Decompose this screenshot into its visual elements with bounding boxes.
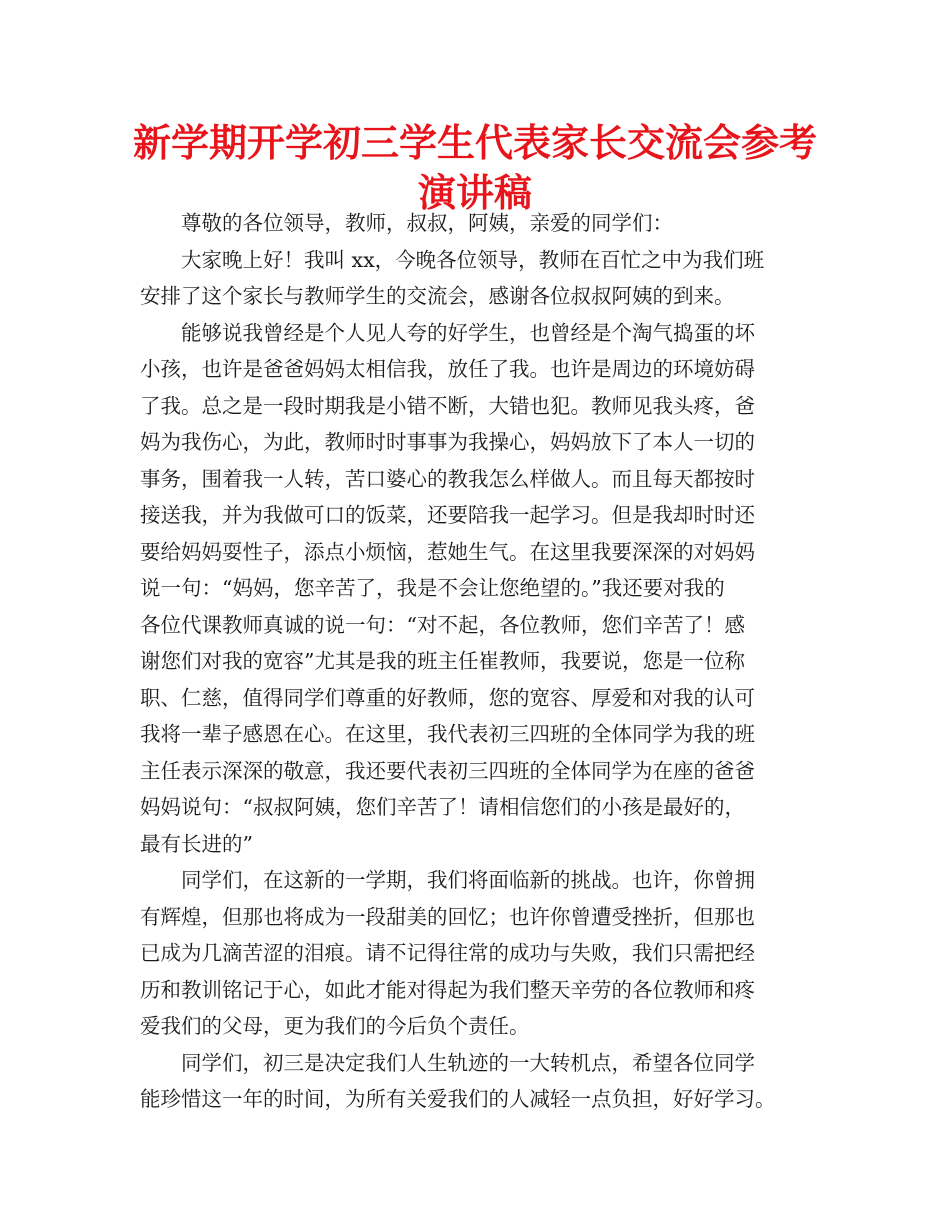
text-line: 同学们，在这新的一学期，我们将面临新的挑战。也许，你曾拥 [181, 868, 755, 892]
text-line: 最有长进的” [140, 831, 253, 856]
text-line: 能珍惜这一年的时间，为所有关爱我们的人减轻一点负担，好好学习。 [140, 1087, 776, 1111]
paragraph [140, 315, 820, 863]
text-line: 妈为我伤心，为此，教师时时事事为我操心，妈妈放下了本人一切的 [140, 430, 755, 454]
text-line: 妈妈说句：“叔叔阿姨，您们辛苦了！请相信您们的小孩是最好的， [140, 795, 745, 819]
text-line: 小孩，也许是爸爸妈妈太相信我，放任了我。也许是周边的环境妨碍 [140, 357, 755, 381]
text-line: 安排了这个家长与教师学生的交流会，感谢各位叔叔阿姨的到来。 [140, 284, 735, 308]
text-line: 各位代课教师真诚的说一句：“对不起，各位教师，您们辛苦了！感 [140, 612, 745, 637]
text-line: 接送我，并为我做可口的饭菜，还要陪我一起学习。但是我却时时还 [140, 503, 755, 527]
text-line: 了我。总之是一段时期我是小错不断，大错也犯。教师见我头疼，爸 [140, 393, 755, 418]
title-line: 演讲稿 [417, 171, 532, 215]
text-line: 说一句：“妈妈，您辛苦了，我是不会让您绝望的。”我还要对我的 [140, 576, 725, 600]
document-title [0, 118, 950, 218]
text-line: 同学们，初三是决定我们人生轨迹的一大转机点，希望各位同学 [181, 1050, 755, 1075]
text-line: 尊敬的各位领导，教师，叔叔，阿姨，亲爱的同学们： [181, 211, 673, 235]
paragraph [140, 205, 820, 242]
text-line: 有辉煌，但那也将成为一段甜美的回忆；也许你曾遭受挫折，但那也 [140, 904, 755, 929]
paragraph [140, 862, 820, 1045]
text-line: 主任表示深深的敬意，我还要代表初三四班的全体同学为在座的爸爸 [140, 758, 755, 783]
text-line: 历和教训铭记于心，如此才能对得起为我们整天辛劳的各位教师和疼 [140, 977, 755, 1002]
text-line: 职、仁慈，值得同学们尊重的好教师，您的宽容、厚爱和对我的认可 [140, 685, 755, 710]
text-line: 事务，围着我一人转，苦口婆心的教我怎么样做人。而且每天都按时 [140, 466, 755, 491]
paragraph [140, 1045, 820, 1118]
document-body [140, 205, 820, 1118]
paragraph [140, 242, 820, 315]
title-line: 新学期开学初三学生代表家长交流会参考 [132, 121, 817, 165]
text-line: 能够说我曾经是个人见人夸的好学生，也曾经是个淘气捣蛋的坏 [181, 320, 755, 345]
text-line: 爱我们的父母，更为我们的今后负个责任。 [140, 1014, 530, 1038]
text-line: 大家晚上好！我叫 xx，今晚各位领导，教师在百忙之中为我们班 [181, 247, 765, 272]
text-line: 已成为几滴苦涩的泪痕。请不记得往常的成功与失败，我们只需把经 [140, 941, 755, 965]
text-line: 我将一辈子感恩在心。在这里，我代表初三四班的全体同学为我的班 [140, 722, 755, 746]
text-line: 要给妈妈耍性子，添点小烦恼，惹她生气。在这里我要深深的对妈妈 [140, 539, 755, 564]
text-line: 谢您们对我的宽容”尤其是我的班主任崔教师，我要说，您是一位称 [140, 649, 745, 673]
